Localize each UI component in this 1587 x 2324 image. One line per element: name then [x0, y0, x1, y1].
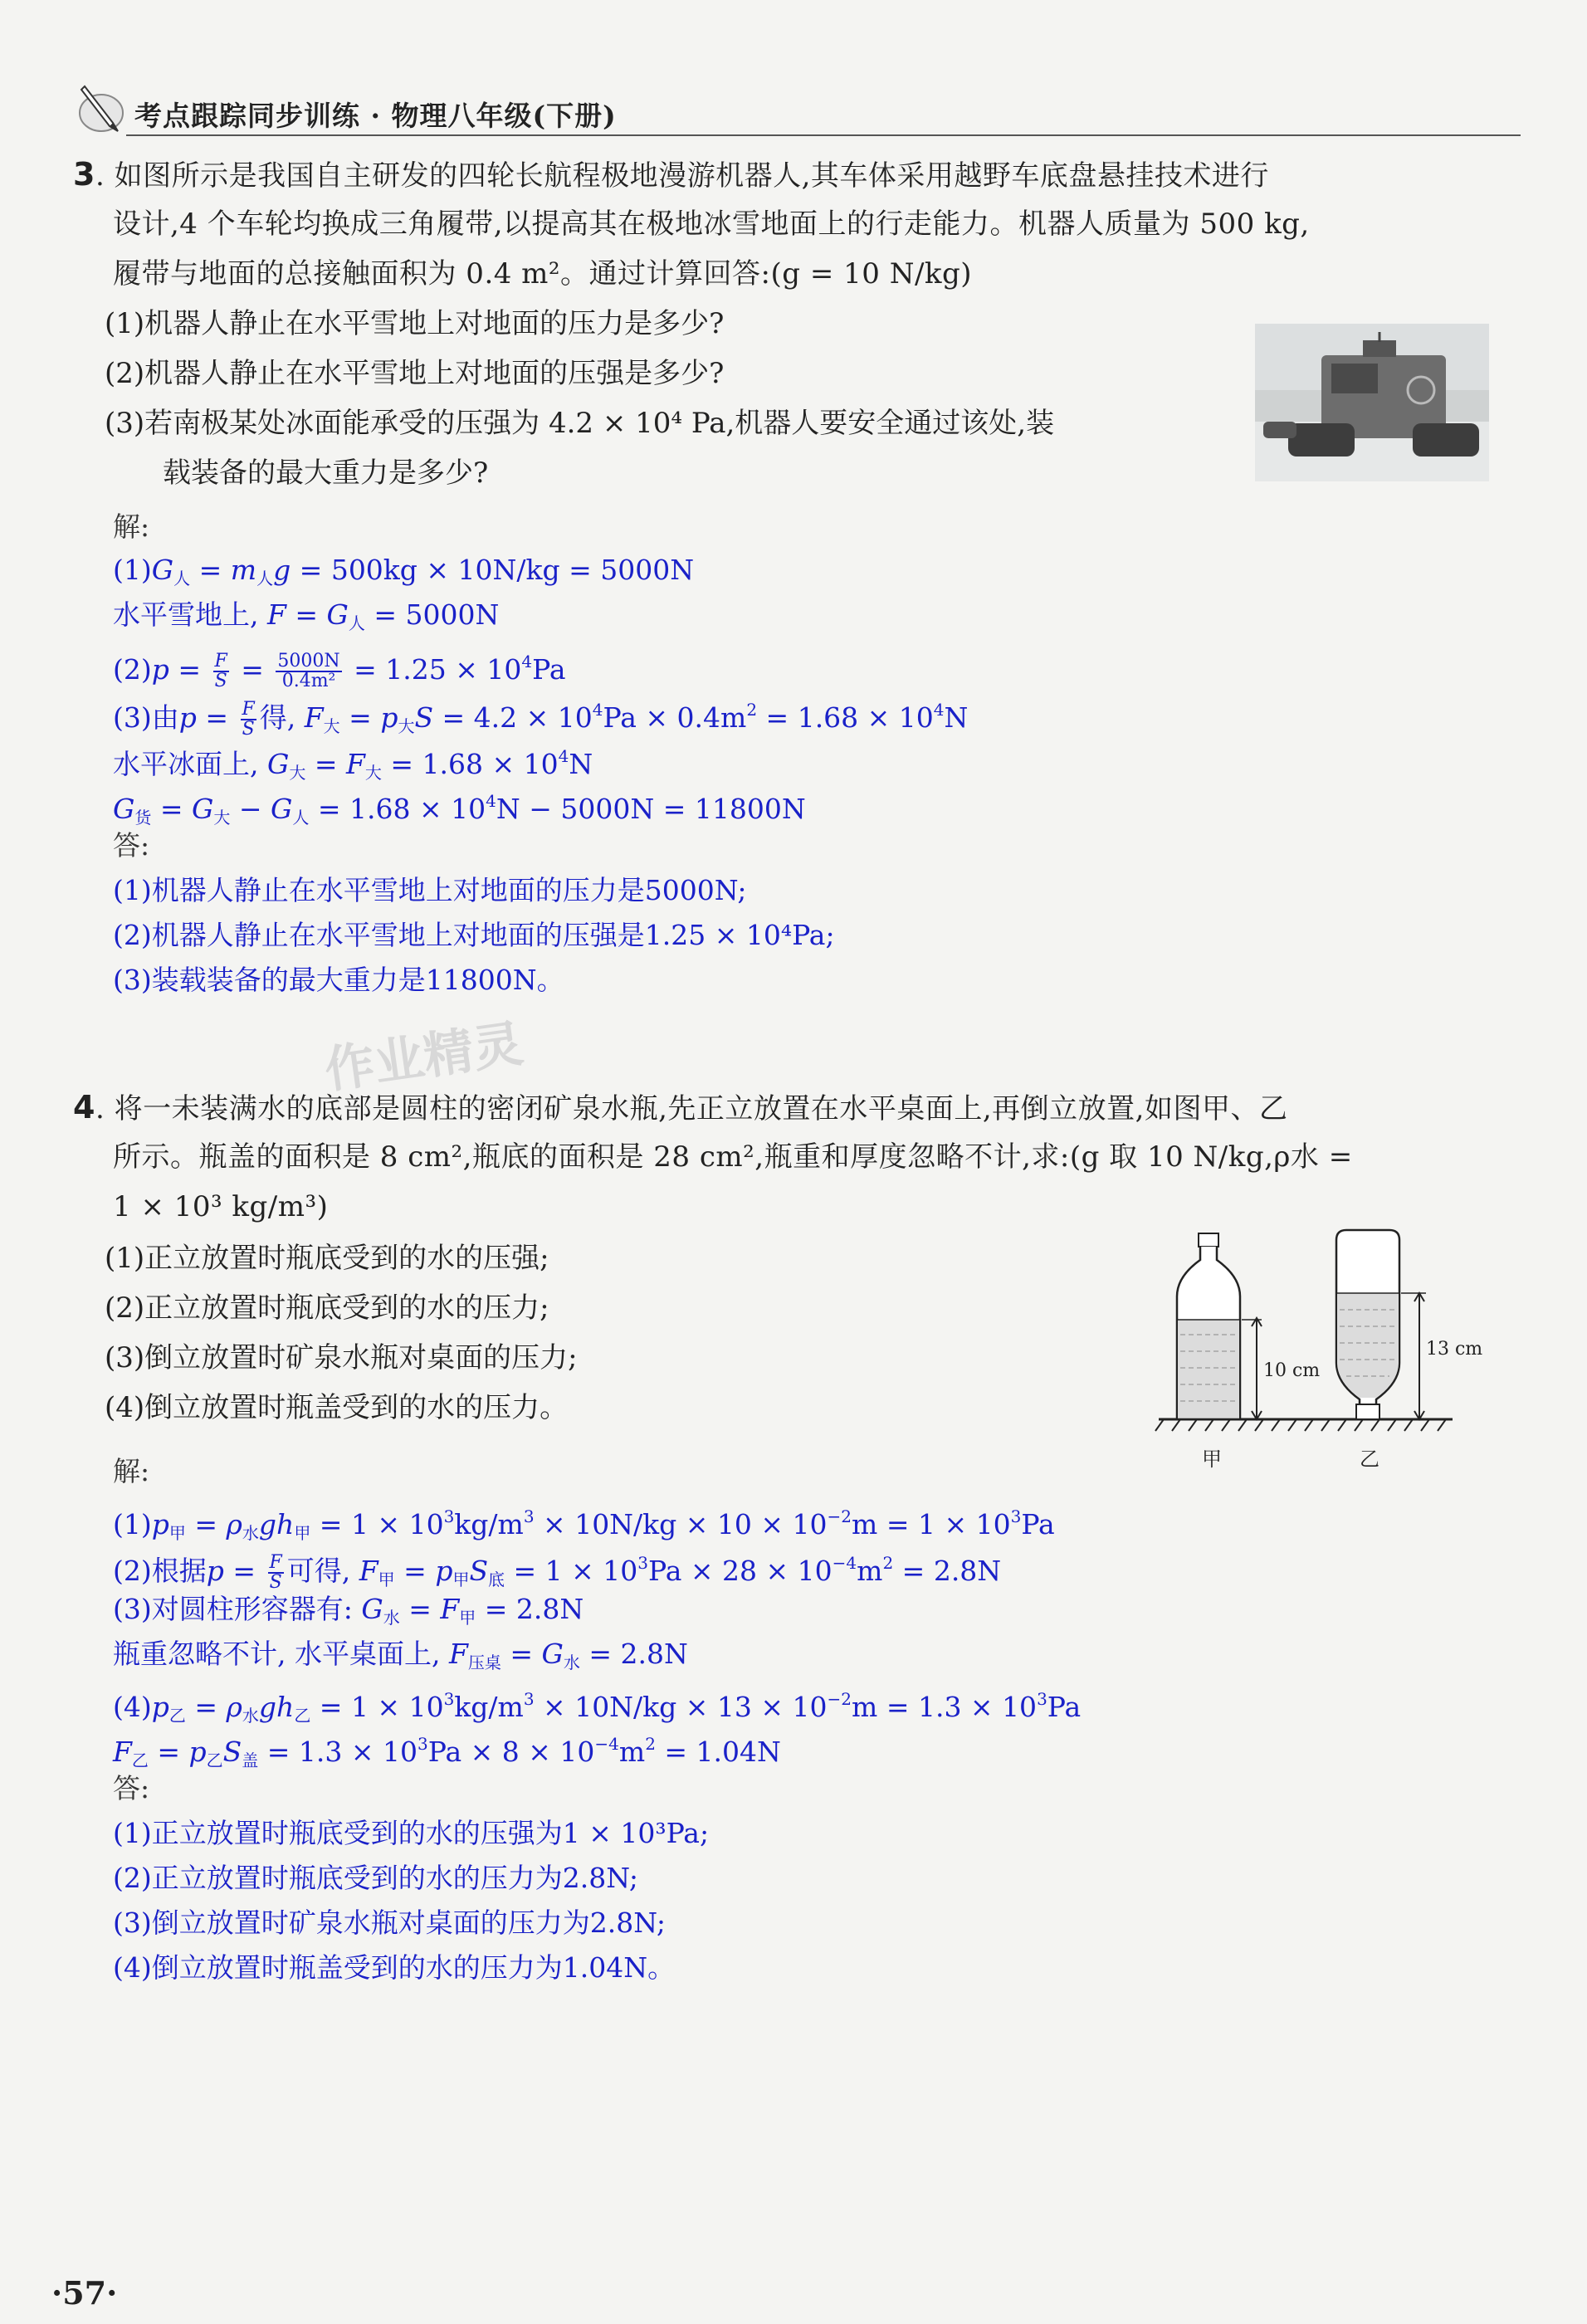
q4-sol-1: (1)p甲 = ρ水gh甲 = $1 \times 10^3kg/m^3 \times 10N/kg \times 10 \times 10^{-2}m = 1 \times 10^3Pa$ [113, 1506, 1055, 1543]
page-number: ·57· [51, 2274, 118, 2312]
q4-number: 4 [73, 1089, 95, 1125]
q3-line-3: 履带与地面的总接触面积为 0.4 m²。通过计算回答:(g = 10 N/kg) [113, 257, 973, 290]
q4-answer-4: (4)倒立放置时瓶盖受到的水的压力为1.04N。 [113, 1951, 676, 1984]
q4-sub-3: (3)倒立放置时矿泉水瓶对桌面的压力; [105, 1341, 578, 1374]
q4-answer-1: (1)正立放置时瓶底受到的水的压强为1 × 10³Pa; [113, 1817, 710, 1849]
caption-jia: 甲 [1202, 1448, 1222, 1471]
q4-answer-label: 答: [113, 1772, 150, 1804]
q3-sub-1: (1)机器人静止在水平雪地上对地面的压力是多少? [105, 307, 725, 340]
q4-sub-4: (4)倒立放置时瓶盖受到的水的压力。 [105, 1391, 569, 1424]
q3-sub-2: (2)机器人静止在水平雪地上对地面的压强是多少? [105, 357, 725, 390]
q3-line-1: 3. 如图所示是我国自主研发的四轮长航程极地漫游机器人,其车体采用越野车底盘悬挂技术进行 [73, 156, 1269, 193]
q4-sol-6: F乙 = p乙S盖 = $1.3 \times 10^3Pa \times 8 \times 10^{-4}m^2 = 1.04N$ [113, 1734, 781, 1770]
q4-sub-2: (2)正立放置时瓶底受到的水的压力; [105, 1291, 549, 1325]
q3-answer-2: (2)机器人静止在水平雪地上对地面的压强是1.25 × 10⁴Pa; [113, 919, 835, 951]
q3-sol-2: 水平雪地上, F = G人 = 5000N [113, 598, 500, 633]
q4-sol-2: (2)根据p = $\frac{F}{S}$ 可得, F甲 = p甲S底 = $1 \times 10^3Pa \times 28 \times 10^{-4}m^2 = 2.8N$ [113, 1552, 1002, 1593]
q4-answer-3: (3)倒立放置时矿泉水瓶对桌面的压力为2.8N; [113, 1907, 667, 1939]
q3-answer-3: (3)装载装备的最大重力是11800N。 [113, 964, 564, 996]
pen-icon [76, 80, 126, 138]
q4-sol-5: (4)p乙 = ρ水gh乙 = $1 \times 10^3kg/m^3 \times 10N/kg \times 13 \times 10^{-2}m = 1.3 \times 10^3Pa$ [113, 1689, 1082, 1726]
robot-photo [1255, 324, 1489, 481]
q3-sol-5: 水平冰面上, G大 = F大 = $1.68 \times 10^4N$ [113, 746, 593, 783]
q4-answer-2: (2)正立放置时瓶底受到的水的压力为2.8N; [113, 1862, 639, 1894]
q3-sol-1: (1)G人 = m人g = 500kg × 10N/kg = 5000N [113, 554, 695, 588]
bottle-figure [1152, 1227, 1501, 1476]
q4-line-3: 1 × 10³ kg/m³) [113, 1190, 329, 1223]
q3-answer-label: 答: [113, 829, 150, 862]
caption-yi: 乙 [1360, 1448, 1379, 1471]
q3-sol-4: (3)由p = $\frac{F}{S}$ 得, F大 = p大$S = 4.2 \times 10^4Pa \times 0.4m^2 = 1.68 \times 10^4N$ [113, 699, 969, 740]
q4-solution-label: 解: [113, 1455, 150, 1487]
q3-sol-3: (2)p = $\frac{F}{S}$ = $\frac{5000N}{\text{0.4m²}}$ = $1.25 \times 10^4Pa$ [113, 651, 566, 691]
q3-sub-3: (3)若南极某处冰面能承受的压强为 4.2 × 10⁴ Pa,机器人要安全通过该处,装 [105, 407, 1055, 440]
header-rule [126, 134, 1521, 136]
height-label-left: 10 cm [1263, 1360, 1321, 1381]
q4-sol-4: 瓶重忽略不计, 水平桌面上, F压桌 = G水 = 2.8N [113, 1638, 688, 1672]
q4-line-1: 4. 将一未装满水的底部是圆柱的密闭矿泉水瓶,先正立放置在水平桌面上,再倒立放置,如图甲、乙 [73, 1089, 1288, 1125]
q3-answer-1: (1)机器人静止在水平雪地上对地面的压力是5000N; [113, 874, 747, 906]
q3-solution-label: 解: [113, 510, 150, 543]
q3-sub-3b: 载装备的最大重力是多少? [163, 456, 489, 490]
page-header [76, 80, 1570, 138]
q3-line-2: 设计,4 个车轮均换成三角履带,以提高其在极地冰雪地面上的行走能力。机器人质量为 500 kg, [113, 208, 1310, 241]
watermark: 作业精灵 [320, 1014, 527, 1101]
q4-sub-1: (1)正立放置时瓶底受到的水的压强; [105, 1242, 549, 1275]
page-title: 考点跟踪同步训练 · 物理八年级(下册) [134, 100, 617, 132]
q4-sol-3: (3)对圆柱形容器有: G水 = F甲 = 2.8N [113, 1593, 584, 1628]
q3-sol-6: G货 = G大 − G人 = $1.68 \times 10^4N - 5000N = 11800N$ [113, 791, 806, 828]
q4-line-2: 所示。瓶盖的面积是 8 cm²,瓶底的面积是 28 cm²,瓶重和厚度忽略不计,求:(g 取 10 N/kg,ρ水 = [113, 1140, 1353, 1174]
q3-number: 3 [73, 156, 95, 193]
bottle-inverted [1336, 1230, 1426, 1419]
bottle-upright [1177, 1233, 1262, 1419]
height-label-right: 13 cm [1426, 1339, 1483, 1360]
